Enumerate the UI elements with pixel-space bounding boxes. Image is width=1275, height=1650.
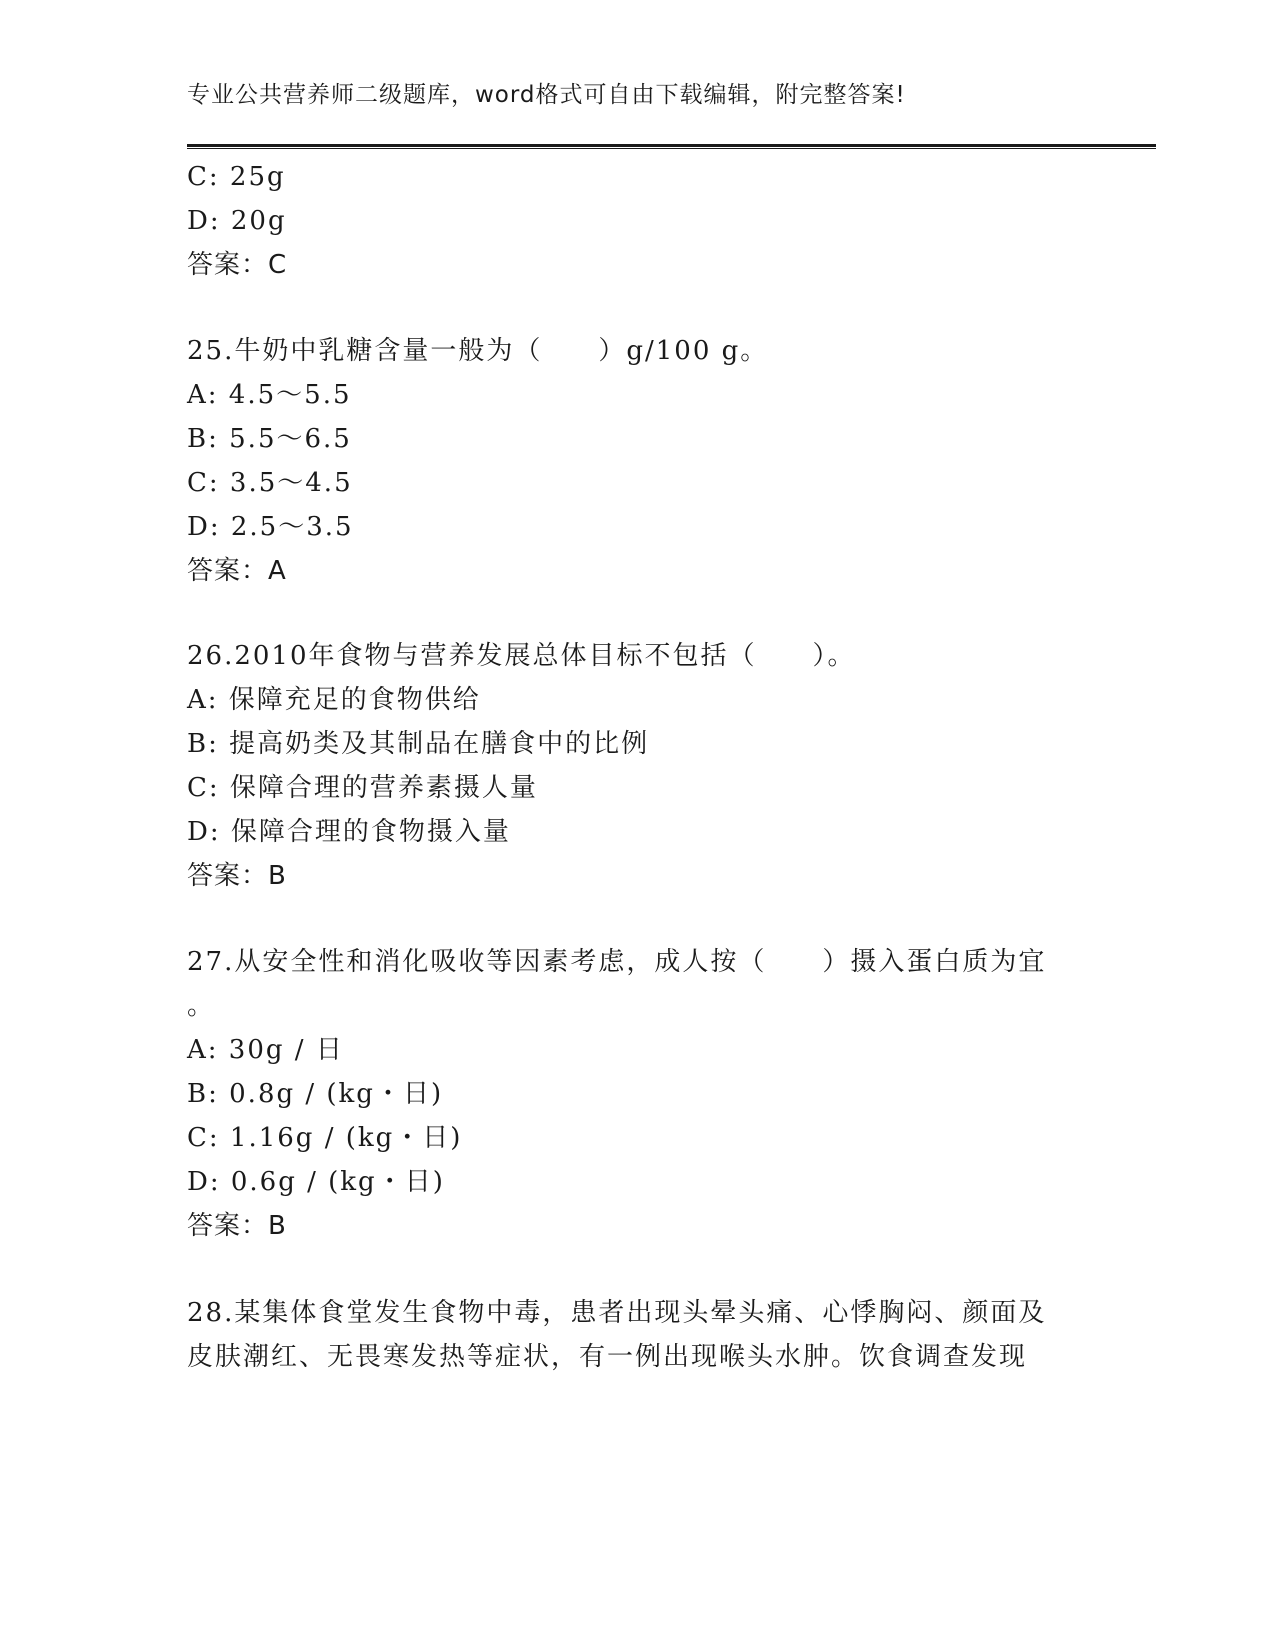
option-d: D: 0.6g / (kg・日) [187,1167,445,1197]
option-c: C: 保障合理的营养素摄人量 [187,773,538,803]
option-c: C: 3.5～4.5 [187,468,353,498]
question-stem-continuation: 。 [187,991,216,1021]
option-c: C: 25g [187,162,286,192]
question-stem: 27.从安全性和消化吸收等因素考虑，成人按（ ）摄入蛋白质为宜 [187,947,1047,977]
question-stem-continuation: 皮肤潮红、无畏寒发热等症状，有一例出现喉头水肿。饮食调查发现 [187,1342,1028,1372]
option-b: B: 5.5～6.5 [187,424,352,454]
option-b: B: 0.8g / (kg・日) [187,1079,444,1109]
answer-line: 答案：A [187,556,287,586]
answer-line: 答案：C [187,250,288,280]
option-d: D: 保障合理的食物摄入量 [187,817,511,847]
option-a: A: 保障充足的食物供给 [187,685,481,715]
answer-line: 答案：B [187,861,287,891]
question-stem: 25.牛奶中乳糖含量一般为（ ）g/100 g。 [187,336,769,366]
header-text: 专业公共营养师二级题库，word格式可自由下载编辑，附完整答案! [187,82,906,108]
option-d: D: 2.5～3.5 [187,512,354,542]
question-stem: 28.某集体食堂发生食物中毒，患者出现头晕头痛、心悸胸闷、颜面及 [187,1298,1047,1328]
option-a: A: 30g / 日 [187,1035,344,1065]
option-a: A: 4.5～5.5 [187,380,352,410]
option-c: C: 1.16g / (kg・日) [187,1123,463,1153]
option-d: D: 20g [187,206,287,236]
option-b: B: 提高奶类及其制品在膳食中的比例 [187,729,650,759]
header-divider [187,144,1156,149]
question-stem: 26.2010年食物与营养发展总体目标不包括（ ）。 [187,641,856,671]
answer-line: 答案：B [187,1211,287,1241]
